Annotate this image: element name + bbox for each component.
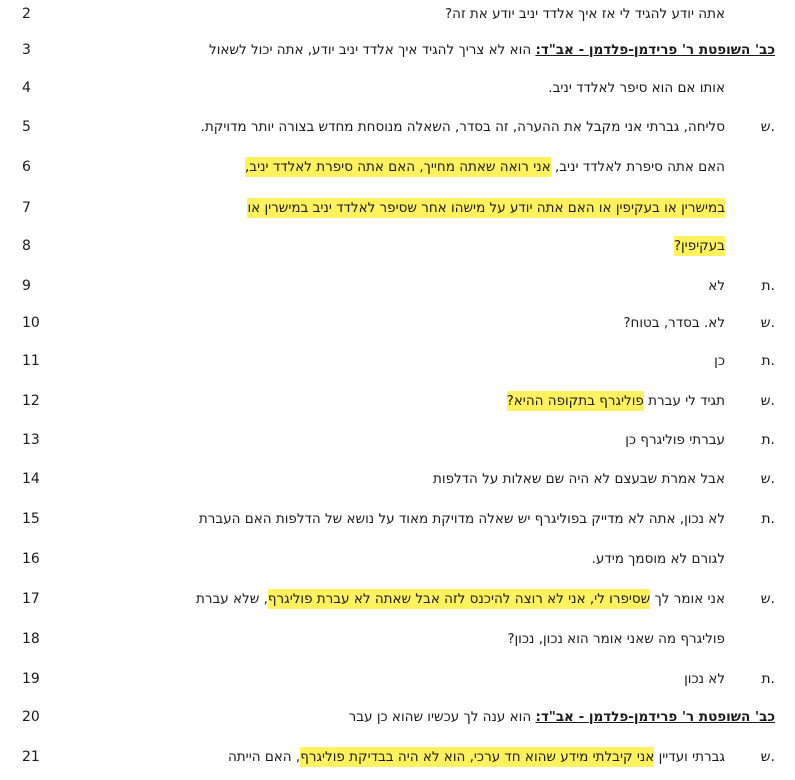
line-text <box>70 743 725 771</box>
speaker-label: ש. <box>760 393 775 409</box>
text-segment: פוליגרף מה שאני אומר הוא נכון, נכון? <box>507 631 725 647</box>
text-segment: אבל אמרת שבעצם לא היה שם שאלות על הדלפות <box>433 471 725 487</box>
speaker-label: ת. <box>761 353 775 369</box>
text-segment: לא נכון <box>684 671 725 687</box>
highlighted-text: אני רואה שאתה מחייך, האם אתה סיפרת לאלדד יניב, <box>245 159 551 175</box>
line-text <box>70 505 725 533</box>
line-number: 14 <box>22 471 40 487</box>
transcript-line <box>0 74 795 102</box>
line-text <box>70 153 725 181</box>
speaker-label: ת. <box>761 511 775 527</box>
line-number: 3 <box>22 42 31 58</box>
line-number: 15 <box>22 511 40 527</box>
speaker-label: ש. <box>760 315 775 331</box>
line-number: 13 <box>22 432 40 448</box>
speaker-label: ש. <box>760 749 775 765</box>
text-segment: כן <box>714 353 725 369</box>
line-number: 21 <box>22 749 40 765</box>
line-text <box>70 113 725 141</box>
line-number: 6 <box>22 159 31 175</box>
line-number: 8 <box>22 238 31 254</box>
highlighted-text: פוליגרף בתקופה ההיא? <box>506 393 644 409</box>
line-text <box>70 74 725 102</box>
line-text <box>70 232 725 260</box>
speaker-label: ש. <box>760 471 775 487</box>
text-segment: אני אומר לך <box>650 591 725 607</box>
speaker-label: ש. <box>760 119 775 135</box>
transcript-line <box>0 272 795 300</box>
transcript-line <box>0 625 795 653</box>
speaker-label: ת. <box>761 278 775 294</box>
transcript-line <box>0 585 795 613</box>
text-segment: , שלא עברת <box>195 591 268 607</box>
judge-speaker: כב' השופטת ר' פרידמן-פלדמן - אב"ד: <box>535 42 775 58</box>
speaker-label: ש. <box>760 591 775 607</box>
line-number: 2 <box>22 6 31 22</box>
line-text <box>70 703 775 731</box>
highlighted-text: בעקיפין? <box>673 238 725 254</box>
line-number: 7 <box>22 200 31 216</box>
text-segment: לא נכון, אתה לא מדייק בפוליגרף יש שאלה מדויקת מאוד על נושא של הדלפות האם העברת <box>198 511 725 527</box>
text-segment: תגיד לי עברת <box>643 393 725 409</box>
line-text <box>70 545 725 573</box>
line-number: 10 <box>22 315 40 331</box>
text-segment: אותו אם הוא סיפר לאלדד יניב. <box>548 80 725 96</box>
text-segment: אתה יודע להגיד לי אז איך אלדד יניב יודע את זה? <box>444 6 725 22</box>
judge-speaker: כב' השופטת ר' פרידמן-פלדמן - אב"ד: <box>535 709 775 725</box>
text-segment: לא. בסדר, בטוח? <box>623 315 725 331</box>
line-text <box>70 309 725 337</box>
transcript-line <box>0 0 795 28</box>
text-segment: הוא ענה לך עכשיו שהוא כן עבר <box>348 709 536 725</box>
line-number: 19 <box>22 671 40 687</box>
line-text <box>70 347 725 375</box>
transcript-line <box>0 36 795 64</box>
transcript-line <box>0 743 795 771</box>
line-text <box>70 426 725 454</box>
transcript-line <box>0 153 795 181</box>
line-number: 4 <box>22 80 31 96</box>
transcript-line <box>0 545 795 573</box>
transcript-line <box>0 309 795 337</box>
text-segment: , האם הייתה <box>227 749 301 765</box>
text-segment: האם אתה סיפרת לאלדד יניב, <box>550 159 725 175</box>
line-number: 11 <box>22 353 40 369</box>
highlighted-text: אני קיבלתי מידע שהוא חד ערכי, הוא לא היה בבדיקת פוליגרף <box>300 749 655 765</box>
line-text <box>70 585 725 613</box>
transcript-line <box>0 465 795 493</box>
line-number: 12 <box>22 393 40 409</box>
transcript-line <box>0 426 795 454</box>
line-text <box>70 0 725 28</box>
line-number: 18 <box>22 631 40 647</box>
line-text <box>70 665 725 693</box>
line-text <box>70 465 725 493</box>
transcript-line <box>0 703 795 731</box>
text-segment: סליחה, גברתי אני מקבל את ההערה, זה בסדר, השאלה מנוסחת מחדש בצורה יותר מדויקת. <box>200 119 725 135</box>
transcript-line <box>0 665 795 693</box>
transcript-line <box>0 232 795 260</box>
text-segment: עברתי פוליגרף כן <box>625 432 725 448</box>
line-text <box>70 36 775 64</box>
text-segment: לגורם לא מוסמך מידע. <box>591 551 725 567</box>
line-number: 16 <box>22 551 40 567</box>
line-text <box>70 625 725 653</box>
highlighted-text: במישרין או בעקיפין או האם אתה יודע על מישהו אחר שסיפר לאלדד יניב במישרין או <box>247 200 725 216</box>
line-number: 5 <box>22 119 31 135</box>
speaker-label: ת. <box>761 671 775 687</box>
line-number: 17 <box>22 591 40 607</box>
text-segment: לא <box>708 278 725 294</box>
transcript-line <box>0 505 795 533</box>
transcript-line <box>0 194 795 222</box>
line-text <box>70 272 725 300</box>
text-segment: הוא לא צריך להגיד איך אלדד יניב יודע, אתה יכול לשאול <box>209 42 536 58</box>
speaker-label: ת. <box>761 432 775 448</box>
line-text <box>70 194 725 222</box>
line-number: 9 <box>22 278 31 294</box>
transcript-line <box>0 113 795 141</box>
highlighted-text: שסיפרו לי, אני לא רוצה להיכנס לזה אבל שאתה לא עברת פוליגרף <box>267 591 651 607</box>
transcript-line <box>0 347 795 375</box>
transcript-line <box>0 387 795 415</box>
text-segment: גברתי ועדיין <box>654 749 725 765</box>
line-number: 20 <box>22 709 40 725</box>
line-text <box>70 387 725 415</box>
